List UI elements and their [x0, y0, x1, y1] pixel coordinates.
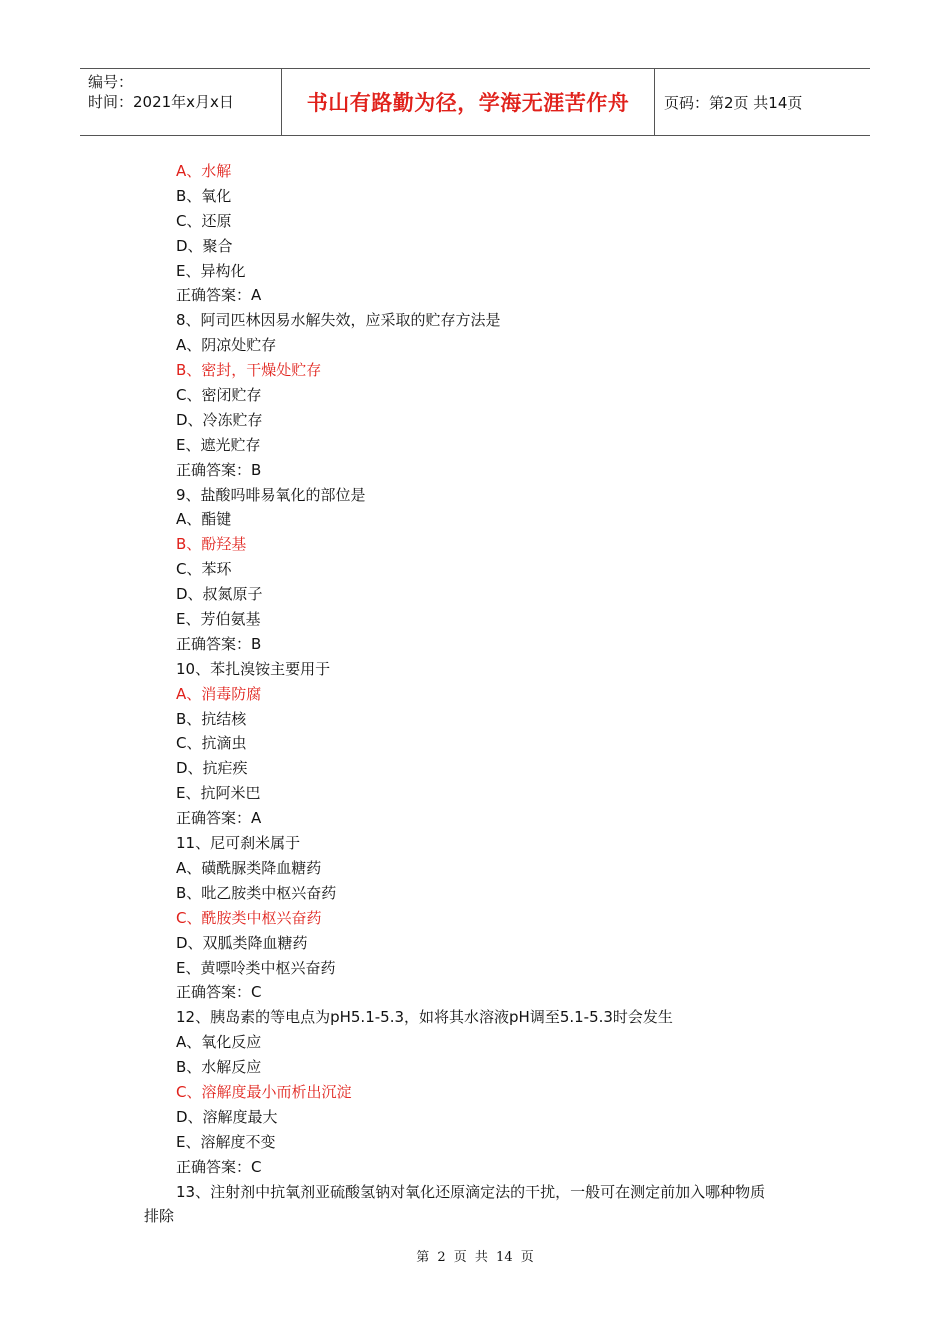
text-line: 11、尼可刹米属于: [176, 834, 301, 853]
text-line: 正确答案：A: [176, 809, 262, 828]
motto-text: 书山有路勤为径，学海无涯苦作舟: [306, 90, 630, 115]
number-label: 编号：: [88, 73, 134, 91]
question-13: [144, 1180, 814, 1228]
text-line: A、氧化反应: [176, 1033, 262, 1052]
text-line: A、磺酰脲类降血糖药: [176, 858, 322, 877]
correct-option-line: A、消毒防腐: [176, 684, 262, 703]
text-line: D、叔氮原子: [176, 585, 263, 604]
text-line: D、双胍类降血糖药: [176, 933, 308, 952]
text-line: E、溶解度不变: [176, 1132, 276, 1151]
correct-option-line: B、酚羟基: [176, 535, 247, 554]
text-line: 正确答案：B: [176, 460, 262, 479]
question-13-line-1: 13、注射剂中抗氧剂亚硫酸氢钠对氧化还原滴定法的干扰，一般可在测定前加入哪种物质: [176, 1183, 766, 1201]
text-line: 正确答案：C: [176, 983, 262, 1002]
text-line: C、抗滴虫: [176, 734, 247, 753]
text-line: 正确答案：B: [176, 634, 262, 653]
text-line: B、水解反应: [176, 1058, 262, 1077]
text-line: E、异构化: [176, 261, 246, 280]
text-line: E、芳伯氨基: [176, 610, 261, 629]
text-line: 8、阿司匹林因易水解失效，应采取的贮存方法是: [176, 311, 501, 330]
text-line: D、聚合: [176, 236, 233, 255]
text-line: A、阴凉处贮存: [176, 336, 277, 355]
question-list: [176, 159, 816, 1180]
text-line: 正确答案：A: [176, 286, 262, 305]
text-line: C、密闭贮存: [176, 386, 262, 405]
correct-option-line: A、水解: [176, 162, 232, 180]
correct-option-line: C、溶解度最小而析出沉淀: [176, 1082, 352, 1101]
text-line: 10、苯扎溴铵主要用于: [176, 659, 331, 678]
page-info: 页码：第2页 共14页: [664, 93, 803, 112]
text-line: 正确答案：C: [176, 1157, 262, 1176]
text-line: 9、盐酸吗啡易氧化的部位是: [176, 485, 366, 504]
time-label: 时间：2021年x月x日: [88, 93, 234, 111]
correct-option-line: C、酰胺类中枢兴奋药: [176, 908, 322, 927]
text-line: A、酯键: [176, 510, 232, 529]
text-line: D、抗疟疾: [176, 759, 248, 778]
text-line: E、黄嘌呤类中枢兴奋药: [176, 958, 336, 977]
correct-option-line: B、密封，干燥处贮存: [176, 361, 322, 380]
page-footer: 第 2 页 共 14 页: [416, 1250, 534, 1265]
header-motto-cell: [282, 69, 655, 135]
header-page-info-cell: [655, 69, 870, 135]
text-line: 12、胰岛素的等电点为pH5.1-5.3，如将其水溶液pH调至5.1-5.3时会发生: [176, 1008, 673, 1027]
text-line: D、冷冻贮存: [176, 410, 263, 429]
page-header: [80, 68, 870, 136]
text-line: B、氧化: [176, 186, 232, 205]
text-line: E、抗阿米巴: [176, 784, 261, 803]
text-line: C、还原: [176, 211, 232, 230]
text-line: C、苯环: [176, 560, 232, 579]
text-line: B、吡乙胺类中枢兴奋药: [176, 883, 337, 902]
header-meta: [80, 69, 282, 135]
text-line: B、抗结核: [176, 709, 247, 728]
text-line: E、遮光贮存: [176, 435, 261, 454]
text-line: D、溶解度最大: [176, 1107, 278, 1126]
question-13-line-2: 排除: [144, 1207, 175, 1225]
